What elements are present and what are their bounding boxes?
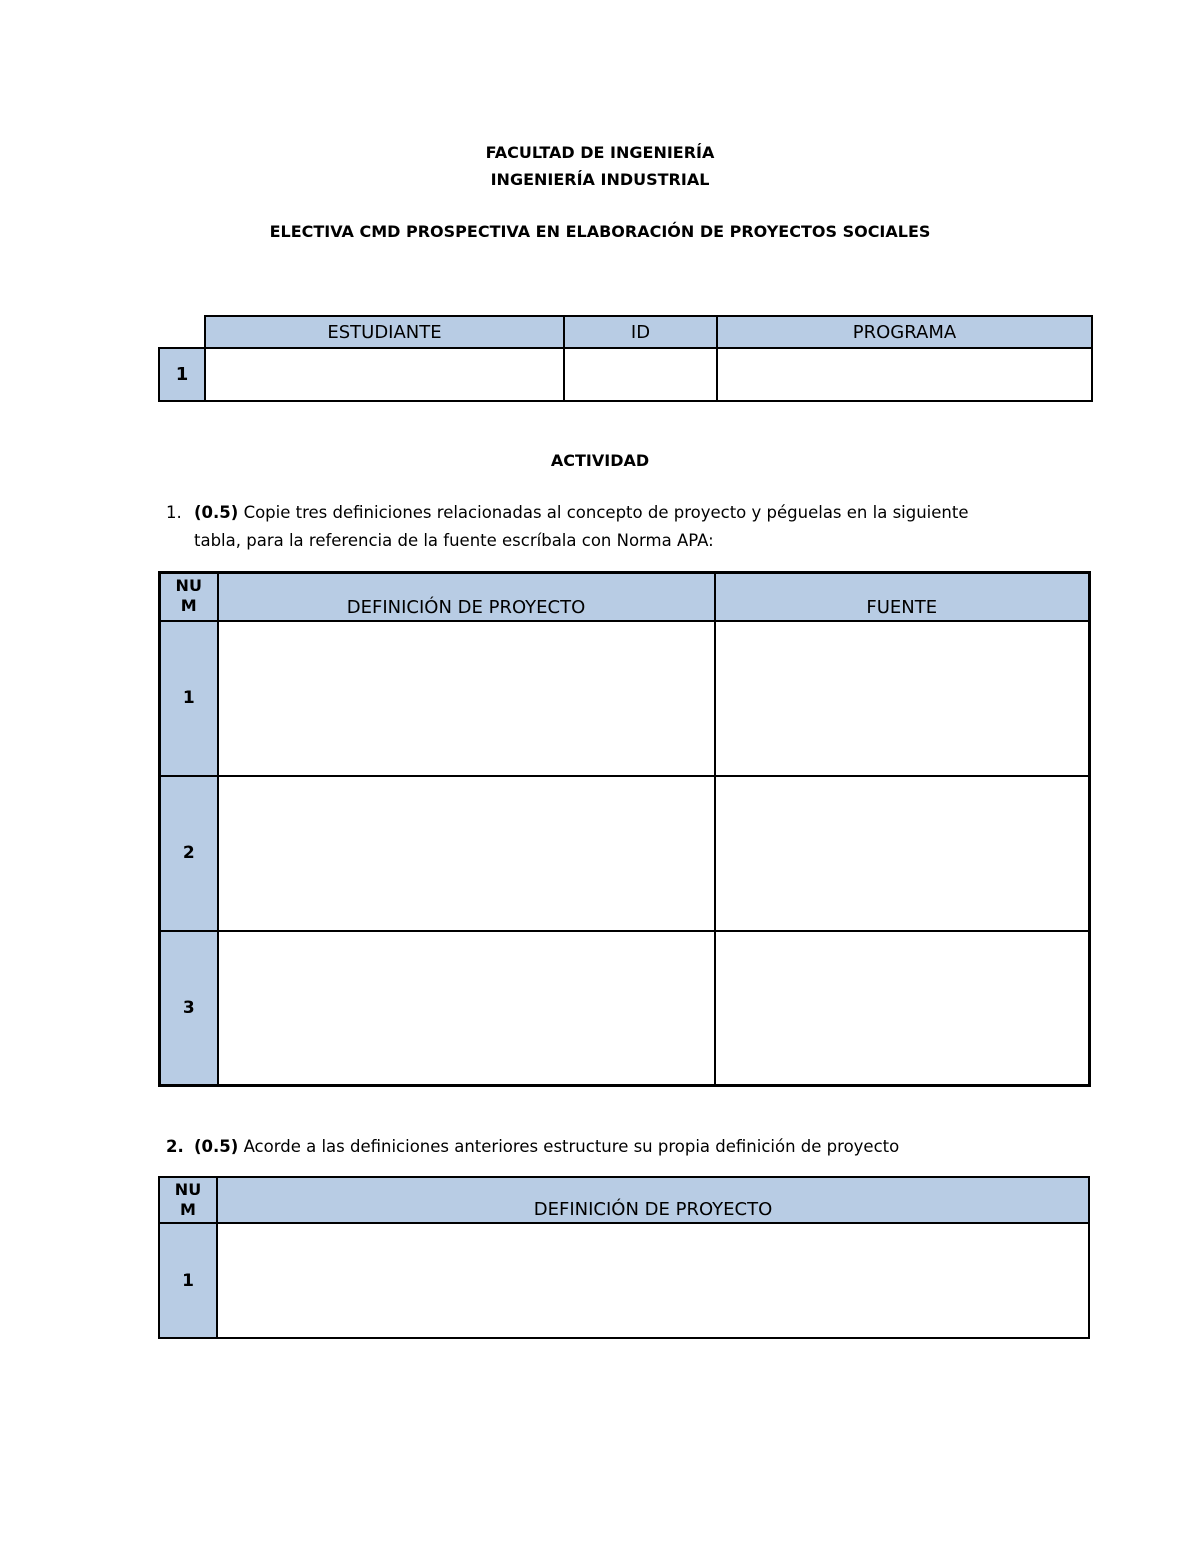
student-info-table [158,315,1093,402]
own-header-definition: DEFINICIÓN DE PROYECTO [217,1177,1089,1223]
activity-title: ACTIVIDAD [550,451,650,470]
program-title: INGENIERÍA INDUSTRIAL [490,170,710,189]
header-student: ESTUDIANTE [205,316,564,348]
definitions-table [158,571,1091,1087]
item-1-text-line1: Copie tres definiciones relacionadas al concepto de proyecto y péguelas en la siguiente [243,503,969,522]
own-num-header-line2: M [180,1200,196,1219]
row-number-2: 2 [160,776,218,931]
row-number-3: 3 [160,931,218,1086]
own-num-header-line1: NU [174,1180,202,1199]
item-2-points: (0.5) [194,1137,239,1156]
faculty-title: FACULTAD DE INGENIERÍA [485,143,715,162]
header-definition: DEFINICIÓN DE PROYECTO [218,573,715,621]
source-cell-2[interactable] [715,776,1090,931]
student-id-cell[interactable] [564,348,717,401]
row-number: 1 [159,348,205,401]
source-cell-1[interactable] [715,621,1090,776]
item-1-points: (0.5) [194,503,239,522]
definition-cell-1[interactable] [218,621,715,776]
student-name-cell[interactable] [205,348,564,401]
own-row-number-1: 1 [159,1223,217,1338]
definition-cell-2[interactable] [218,776,715,931]
table-corner [159,316,205,348]
num-header-line2: M [180,596,197,615]
header-source: FUENTE [715,573,1090,621]
definition-cell-3[interactable] [218,931,715,1086]
course-title: ELECTIVA CMD PROSPECTIVA EN ELABORACIÓN DE PROYECTOS SOCIALES [269,222,931,241]
item-2 [166,1133,899,1161]
item-1-text-line2: tabla, para la referencia de la fuente escríbala con Norma APA: [194,531,714,550]
student-program-cell[interactable] [717,348,1092,401]
item-2-text: Acorde a las definiciones anteriores estructure su propia definición de proyecto [243,1137,900,1156]
own-definition-table [158,1176,1090,1339]
item-2-number: 2. [166,1137,184,1156]
item-1 [166,499,969,555]
num-header [160,573,218,621]
source-cell-3[interactable] [715,931,1090,1086]
own-num-header [159,1177,217,1223]
own-definition-cell-1[interactable] [217,1223,1089,1338]
header-program: PROGRAMA [717,316,1092,348]
header-id: ID [564,316,717,348]
row-number-1: 1 [160,621,218,776]
num-header-line1: NU [175,576,202,595]
item-1-number: 1. [166,503,182,522]
